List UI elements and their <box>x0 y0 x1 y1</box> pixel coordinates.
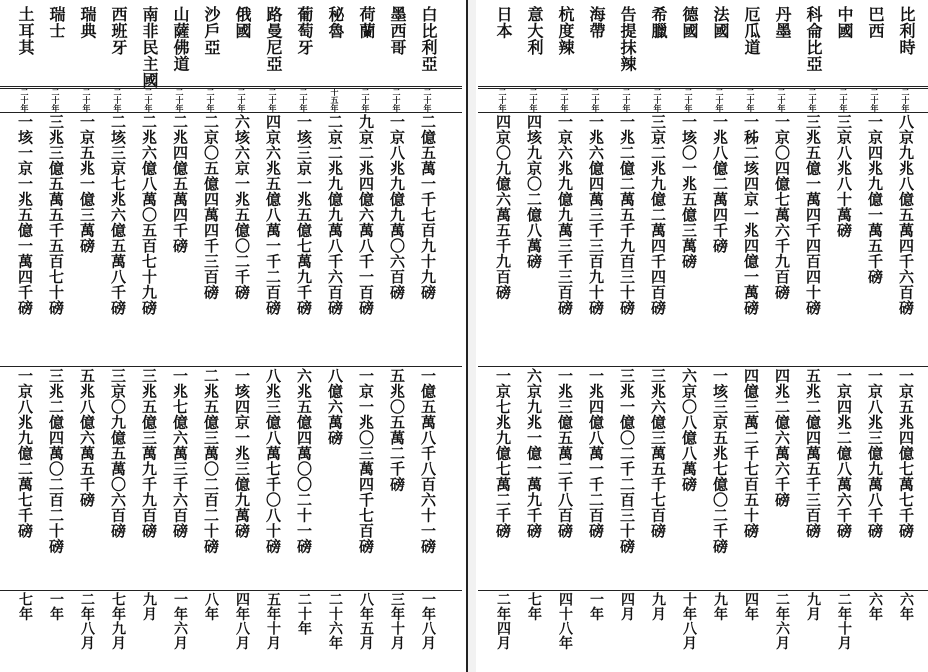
date-label: 九月 <box>141 592 157 621</box>
value-primary: 一兆二億二萬五千九百三十磅 <box>618 114 636 316</box>
year-label: 二十年 <box>51 88 61 112</box>
value-secondary: 三兆六億三萬五千七百磅 <box>649 368 667 539</box>
table-column <box>794 0 825 672</box>
value-primary: 一兆八億二萬四千磅 <box>711 114 729 254</box>
date-label: 八年 <box>203 592 219 621</box>
date-label: 二年八月 <box>79 592 95 650</box>
date-label: 八年五月 <box>358 592 374 650</box>
table-column <box>316 0 347 672</box>
country-name: 杭度辣 <box>556 6 575 56</box>
country-name: 希臘 <box>649 6 668 39</box>
value-primary: 六垓六京一兆五億〇二千磅 <box>233 114 251 300</box>
table-column <box>37 0 68 672</box>
table-column <box>347 0 378 672</box>
value-primary: 一垓三京一兆五億七萬九千磅 <box>295 114 313 316</box>
country-name: 德國 <box>680 6 699 39</box>
country-name: 秘魯 <box>326 6 345 39</box>
value-primary: 三兆五億一萬四千四百四十磅 <box>804 114 822 316</box>
date-label: 一年 <box>48 592 64 621</box>
value-primary: 二兆六億八萬〇五百七十九磅 <box>140 114 158 316</box>
country-name: 法國 <box>711 6 730 39</box>
date-label: 二年十月 <box>836 592 852 650</box>
table-column <box>192 0 223 672</box>
value-secondary: 八億六萬磅 <box>326 368 344 446</box>
value-primary: 二億五萬一千七百九十九磅 <box>419 114 437 300</box>
year-label: 二十年 <box>144 88 154 112</box>
value-primary: 二垓三京七兆六億五萬八千磅 <box>109 114 127 316</box>
country-name: 墨西哥 <box>388 6 407 56</box>
country-name: 西班牙 <box>109 6 128 56</box>
table-column <box>285 0 316 672</box>
table-column <box>639 0 670 672</box>
value-secondary: 五兆八億六萬五千磅 <box>78 368 96 508</box>
date-label: 四年 <box>743 592 759 621</box>
country-name: 厄瓜道 <box>742 6 761 56</box>
table-column <box>6 0 37 672</box>
value-secondary: 五兆二億四萬五千三百磅 <box>804 368 822 539</box>
date-label: 二年六月 <box>774 592 790 650</box>
date-label: 九月 <box>805 592 821 621</box>
year-label: 二十年 <box>653 88 663 112</box>
table-column <box>515 0 546 672</box>
value-secondary: 一京四兆二億八萬六千磅 <box>835 368 853 539</box>
country-name: 意大利 <box>525 6 544 56</box>
date-label: 二年四月 <box>495 592 511 650</box>
value-secondary: 三京〇九億五萬〇六百磅 <box>109 368 127 539</box>
value-primary: 一秭二垓四京一兆四億一萬磅 <box>742 114 760 316</box>
year-label: 十五年 <box>330 88 340 112</box>
value-secondary: 一京七兆九億七萬二千磅 <box>494 368 512 539</box>
value-primary: 一京八兆九億九萬〇六百磅 <box>388 114 406 300</box>
year-label: 二十年 <box>870 88 880 112</box>
value-primary: 三兆三億五萬五千五百七十磅 <box>47 114 65 316</box>
year-label: 二十年 <box>20 88 30 112</box>
country-name: 丹墨 <box>773 6 792 39</box>
value-primary: 二京二兆九億九萬八千六百磅 <box>326 114 344 316</box>
value-secondary: 一京八兆三億九萬八千磅 <box>866 368 884 539</box>
value-secondary: 一京八兆九億二萬七千磅 <box>16 368 34 539</box>
table-column <box>546 0 577 672</box>
country-name: 南非民主國 <box>140 6 159 89</box>
value-secondary: 一兆七億六萬三千六百磅 <box>171 368 189 539</box>
year-label: 二十年 <box>715 88 725 112</box>
year-label: 二十年 <box>175 88 185 112</box>
date-label: 一年六月 <box>172 592 188 650</box>
year-label: 二十年 <box>777 88 787 112</box>
date-label: 七年九月 <box>110 592 126 650</box>
country-name: 沙戶亞 <box>202 6 221 56</box>
year-label: 二十年 <box>684 88 694 112</box>
value-secondary: 一億五萬八千八百六十一磅 <box>419 368 437 554</box>
table-column <box>161 0 192 672</box>
value-secondary: 一京五兆四億七萬七千磅 <box>897 368 915 539</box>
country-name: 告提抹辣 <box>618 6 637 72</box>
table-column <box>825 0 856 672</box>
table-column <box>608 0 639 672</box>
year-label: 二十年 <box>237 88 247 112</box>
table-column <box>701 0 732 672</box>
date-label: 十年八月 <box>681 592 697 650</box>
table-column <box>130 0 161 672</box>
year-label: 二十年 <box>839 88 849 112</box>
value-primary: 一垓〇一兆五億三萬磅 <box>680 114 698 269</box>
date-label: 六年 <box>867 592 883 621</box>
date-label: 四十八年 <box>557 592 573 650</box>
date-label: 七年 <box>526 592 542 621</box>
year-label: 二十年 <box>82 88 92 112</box>
country-name: 日本 <box>494 6 513 39</box>
year-label: 二十年 <box>206 88 216 112</box>
value-secondary: 四兆二億六萬六千磅 <box>773 368 791 508</box>
country-name: 路曼尼亞 <box>264 6 283 72</box>
year-label: 二十年 <box>113 88 123 112</box>
date-label: 九年 <box>712 592 728 621</box>
value-primary: 四京六兆五億八萬一千二百磅 <box>264 114 282 316</box>
value-primary: 三京八兆八十萬磅 <box>835 114 853 238</box>
year-label: 二十年 <box>299 88 309 112</box>
value-primary: 一兆六億四萬三千三百九十磅 <box>587 114 605 316</box>
left-page <box>0 0 462 672</box>
value-secondary: 三兆一億〇二千二百三十磅 <box>618 368 636 554</box>
right-page <box>478 0 928 672</box>
country-name: 俄國 <box>233 6 252 39</box>
value-primary: 二兆四億五萬四千磅 <box>171 114 189 254</box>
table-column <box>223 0 254 672</box>
date-label: 九月 <box>650 592 666 621</box>
table-column <box>887 0 918 672</box>
country-name: 比利時 <box>897 6 916 56</box>
country-name: 瑞典 <box>78 6 97 39</box>
date-label: 四月 <box>619 592 635 621</box>
value-secondary: 五兆〇五萬二千磅 <box>388 368 406 492</box>
date-label: 一年 <box>588 592 604 621</box>
value-primary: 一京五兆一億三萬磅 <box>78 114 96 254</box>
table-column <box>484 0 515 672</box>
year-label: 二十年 <box>392 88 402 112</box>
date-label: 二十六年 <box>327 592 343 650</box>
value-primary: 四垓九京〇二億八萬磅 <box>525 114 543 269</box>
value-secondary: 三兆二億四萬〇二百二十磅 <box>47 368 65 554</box>
country-name: 土耳其 <box>16 6 35 56</box>
value-secondary: 六京九兆一億一萬九千磅 <box>525 368 543 539</box>
country-name: 白比利亞 <box>419 6 438 72</box>
country-name: 荷蘭 <box>357 6 376 39</box>
country-name: 瑞士 <box>47 6 66 39</box>
country-name: 山薩佛道 <box>171 6 190 72</box>
value-secondary: 一兆三億五萬二千八百磅 <box>556 368 574 539</box>
table-column <box>577 0 608 672</box>
value-secondary: 八兆三億八萬七千〇八十磅 <box>264 368 282 554</box>
value-primary: 三京二兆九億二萬四千四百磅 <box>649 114 667 316</box>
table-column <box>68 0 99 672</box>
year-label: 二十年 <box>808 88 818 112</box>
table-column <box>378 0 409 672</box>
year-label: 二十年 <box>591 88 601 112</box>
date-label: 二十年 <box>296 592 312 636</box>
value-primary: 二京〇五億四萬四千三百磅 <box>202 114 220 300</box>
year-label: 二十年 <box>268 88 278 112</box>
date-label: 七年 <box>17 592 33 621</box>
country-name: 中國 <box>835 6 854 39</box>
year-label: 二十年 <box>361 88 371 112</box>
value-primary: 九京二兆四億六萬八千一百磅 <box>357 114 375 316</box>
value-secondary: 三兆五億三萬九千九百磅 <box>140 368 158 539</box>
table-column <box>99 0 130 672</box>
country-name: 葡萄牙 <box>295 6 314 56</box>
value-secondary: 二兆五億三萬〇二百二十磅 <box>202 368 220 554</box>
value-primary: 八京九兆八億五萬四千六百磅 <box>897 114 915 316</box>
year-label: 二十年 <box>498 88 508 112</box>
date-label: 三年十月 <box>389 592 405 650</box>
page-gutter <box>466 0 476 672</box>
year-label: 二十年 <box>529 88 539 112</box>
value-secondary: 一兆四億八萬一千二百磅 <box>587 368 605 539</box>
value-secondary: 六兆五億四萬〇〇二十一磅 <box>295 368 313 554</box>
value-secondary: 六京〇八億八萬磅 <box>680 368 698 492</box>
year-label: 二十年 <box>746 88 756 112</box>
value-secondary: 一垓四京一兆三億九萬磅 <box>233 368 251 539</box>
date-label: 四年八月 <box>234 592 250 650</box>
year-label: 二十年 <box>423 88 433 112</box>
value-secondary: 一京一兆〇三萬四千七百磅 <box>357 368 375 554</box>
date-label: 五年十月 <box>265 592 281 650</box>
table-column <box>763 0 794 672</box>
value-primary: 一京〇四億七萬六千九百磅 <box>773 114 791 300</box>
value-secondary: 一垓三京五兆七億〇二千磅 <box>711 368 729 554</box>
table-column <box>856 0 887 672</box>
value-primary: 一垓一京一兆五億一萬四千磅 <box>16 114 34 316</box>
value-primary: 一京四兆九億一萬五千磅 <box>866 114 884 285</box>
table-column <box>254 0 285 672</box>
country-name: 科侖比亞 <box>804 6 823 72</box>
date-label: 一年八月 <box>420 592 436 650</box>
country-name: 巴西 <box>866 6 885 39</box>
country-name: 海帶 <box>587 6 606 39</box>
value-primary: 一京六兆九億九萬三千三百磅 <box>556 114 574 316</box>
value-primary: 四京〇九億六萬五千九百磅 <box>494 114 512 300</box>
date-label: 六年 <box>898 592 914 621</box>
year-label: 二十年 <box>560 88 570 112</box>
year-label: 二十年 <box>901 88 911 112</box>
table-column <box>732 0 763 672</box>
table-column <box>670 0 701 672</box>
value-secondary: 四億三萬二千七百五十磅 <box>742 368 760 539</box>
year-label: 二十年 <box>622 88 632 112</box>
table-column <box>409 0 440 672</box>
